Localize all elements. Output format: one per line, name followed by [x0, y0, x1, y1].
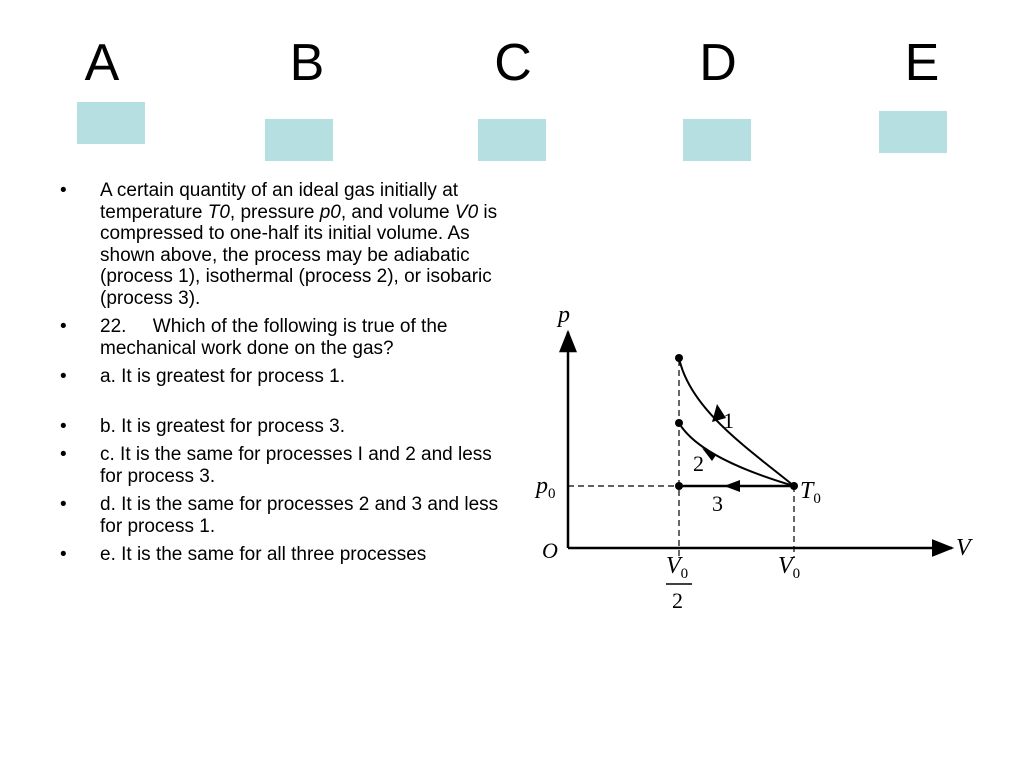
t0-label: $T_0$ — [800, 478, 821, 507]
process-3-label: 3 — [712, 491, 723, 516]
bullet: • — [60, 544, 67, 565]
state-point-3 — [675, 482, 683, 490]
choice-letter-c: C — [494, 34, 532, 92]
choice-letter-d: D — [699, 34, 737, 92]
option-e — [60, 544, 500, 566]
v-axis-label: V — [956, 535, 971, 561]
p-axis-label: p — [558, 302, 570, 328]
bullet: • — [60, 366, 67, 387]
process-1-label: 1 — [723, 408, 734, 433]
question-item — [60, 316, 500, 359]
half-v0-denominator: 2 — [672, 588, 683, 613]
bullet: • — [60, 316, 67, 337]
answer-box-c[interactable] — [478, 119, 546, 161]
choice-letter-b: B — [289, 34, 325, 92]
half-v0-numerator: $V_0$ — [666, 553, 689, 582]
intro-item — [60, 180, 500, 309]
answer-box-d[interactable] — [683, 119, 751, 161]
pv-diagram — [530, 300, 980, 620]
answer-box-e[interactable] — [879, 111, 947, 153]
state-point-2 — [675, 419, 683, 427]
choice-letter-e: E — [904, 34, 940, 92]
option-b — [60, 416, 500, 438]
answer-box-b[interactable] — [265, 119, 333, 161]
p0-label: $p_0$ — [536, 473, 556, 502]
process-3-arrow — [724, 480, 740, 492]
bullet: • — [60, 180, 67, 201]
origin-label: O — [542, 538, 558, 563]
bullet: • — [60, 415, 67, 437]
v0-label: $V_0$ — [778, 553, 801, 582]
answer-box-a[interactable] — [77, 102, 145, 144]
option-c-text: c. It is the same for processes I and 2 and less for process 3. — [100, 444, 492, 487]
intro-text: A certain quantity of an ideal gas initially at temperature T0, pressure p0, and volume V0 is compressed to one-half its initial volume. As shown above, the process may be adiabatic (process 1), isothermal (process 2), or isobaric (process 3). — [100, 180, 498, 309]
choice-letter-a: A — [84, 34, 120, 92]
bullet: • — [60, 494, 67, 515]
option-b-text: b. It is greatest for process 3. — [100, 415, 345, 437]
question-list — [60, 180, 500, 573]
option-a — [60, 366, 500, 388]
option-d-text: d. It is the same for processes 2 and 3 and less for process 1. — [100, 494, 499, 537]
state-point-initial — [790, 482, 798, 490]
option-d — [60, 494, 500, 537]
option-c — [60, 444, 500, 487]
option-e-text: e. It is the same for all three processes — [100, 544, 427, 565]
state-point-1 — [675, 354, 683, 362]
option-a-text: a. It is greatest for process 1. — [100, 366, 345, 387]
process-2-label: 2 — [693, 451, 704, 476]
question-text: 22. Which of the following is true of the mechanical work done on the gas? — [100, 316, 448, 359]
bullet: • — [60, 444, 67, 465]
